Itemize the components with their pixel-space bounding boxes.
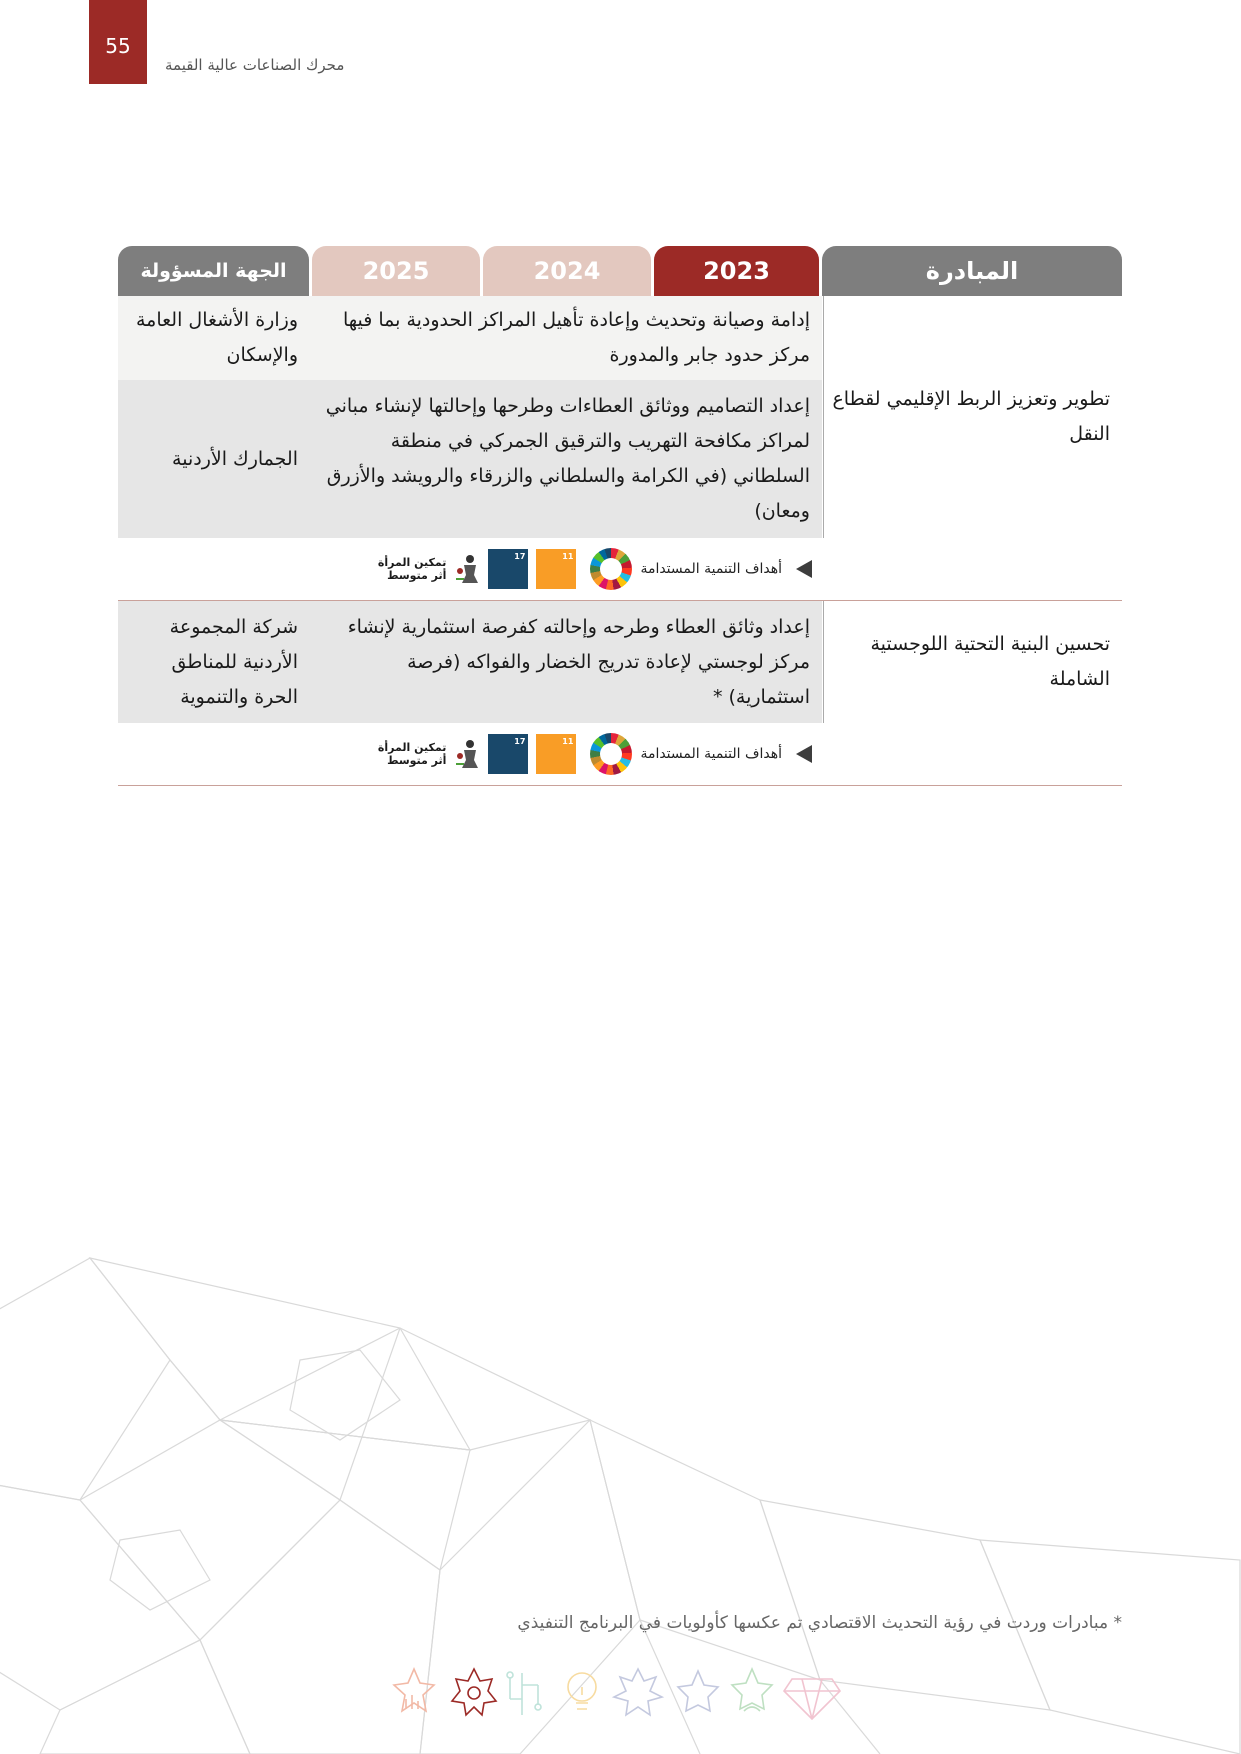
sdg-row	[118, 723, 1122, 785]
sdg-wheel-icon	[590, 548, 632, 590]
action-description: إعداد التصاميم ووثائق العطاءات وطرحها وإحالتها لإنشاء مباني لمراكز مكافحة التهريب والترقيق الجمركي في منطقة السلطاني (في الكرامة والسلطاني والزرقاء والرويشد والأزرق ومعان)	[325, 395, 810, 522]
diamond-icon	[784, 1679, 840, 1719]
header-initiative: المبادرة	[822, 246, 1122, 296]
sdg-label: أهداف التنمية المستدامة	[640, 561, 782, 577]
table-row	[118, 380, 822, 538]
responsible-entity: شركة المجموعة الأردنية للمناطق الحرة والتنموية	[169, 615, 298, 708]
initiatives-table	[118, 246, 1122, 786]
triangle-pointer-icon	[796, 745, 812, 763]
leaf-star-icon	[678, 1671, 718, 1711]
action-description: إدامة وصيانة وتحديث وإعادة تأهيل المراكز الحدودية بما فيها مركز حدود جابر والمدورة	[342, 309, 810, 366]
sdg-17-icon: 17	[488, 549, 528, 589]
triangle-pointer-icon	[796, 560, 812, 578]
footnote: * مبادرات وردت في رؤية التحديث الاقتصادي تم عكسها كأولويات في البرنامج التنفيذي	[517, 1613, 1122, 1633]
sdg-11-icon: 11	[536, 549, 576, 589]
table-row	[118, 296, 822, 380]
sdg-row	[118, 538, 1122, 600]
initiative-name: تحسين البنية التحتية اللوجستية الشاملة	[823, 601, 1122, 723]
header-responsible: الجهة المسؤولة	[118, 246, 309, 296]
header-year-2023: 2023	[654, 246, 819, 296]
page-number-tab	[89, 0, 147, 84]
action-description: إعداد وثائق العطاء وطرحه وإحالته كفرصة استثمارية لإنشاء مركز لوجستي لإعادة تدريج الخضار والفواكه (فرصة استثمارية) *	[347, 615, 810, 708]
engines-icon-strip	[392, 1665, 852, 1725]
initiative-group	[118, 296, 1122, 601]
header-year-2024: 2024	[483, 246, 651, 296]
women-line2: أثر متوسط	[387, 754, 447, 767]
women-empowerment-label	[378, 741, 447, 767]
star-burst-icon	[614, 1669, 662, 1715]
industry-star-icon	[452, 1669, 496, 1715]
header-year-2025: 2025	[312, 246, 480, 296]
agriculture-star-icon	[732, 1669, 772, 1711]
running-title: محرك الصناعات عالية القيمة	[165, 56, 345, 74]
initiative-group	[118, 601, 1122, 786]
growth-star-icon	[394, 1669, 434, 1711]
women-empowerment-icon	[454, 553, 480, 585]
women-line1: تمكين المرأة	[377, 556, 447, 569]
table-row	[118, 601, 822, 723]
responsible-entity: الجمارك الأردنية	[172, 447, 298, 470]
sdg-wheel-icon	[590, 733, 632, 775]
women-empowerment-icon	[454, 738, 480, 770]
initiative-name: تطوير وتعزيز الربط الإقليمي لقطاع النقل	[823, 296, 1122, 538]
sdg-label: أهداف التنمية المستدامة	[640, 746, 782, 762]
women-empowerment-label	[378, 556, 447, 582]
women-line1: تمكين المرأة	[377, 741, 447, 754]
table-header	[118, 246, 1122, 296]
page-number: 55	[105, 34, 131, 58]
sdg-11-icon: 11	[536, 734, 576, 774]
women-line2: أثر متوسط	[387, 569, 447, 582]
lightbulb-icon	[568, 1673, 596, 1709]
tech-circuit-icon	[507, 1672, 541, 1715]
sdg-17-icon: 17	[488, 734, 528, 774]
responsible-entity: وزارة الأشغال العامة والإسكان	[135, 309, 298, 366]
